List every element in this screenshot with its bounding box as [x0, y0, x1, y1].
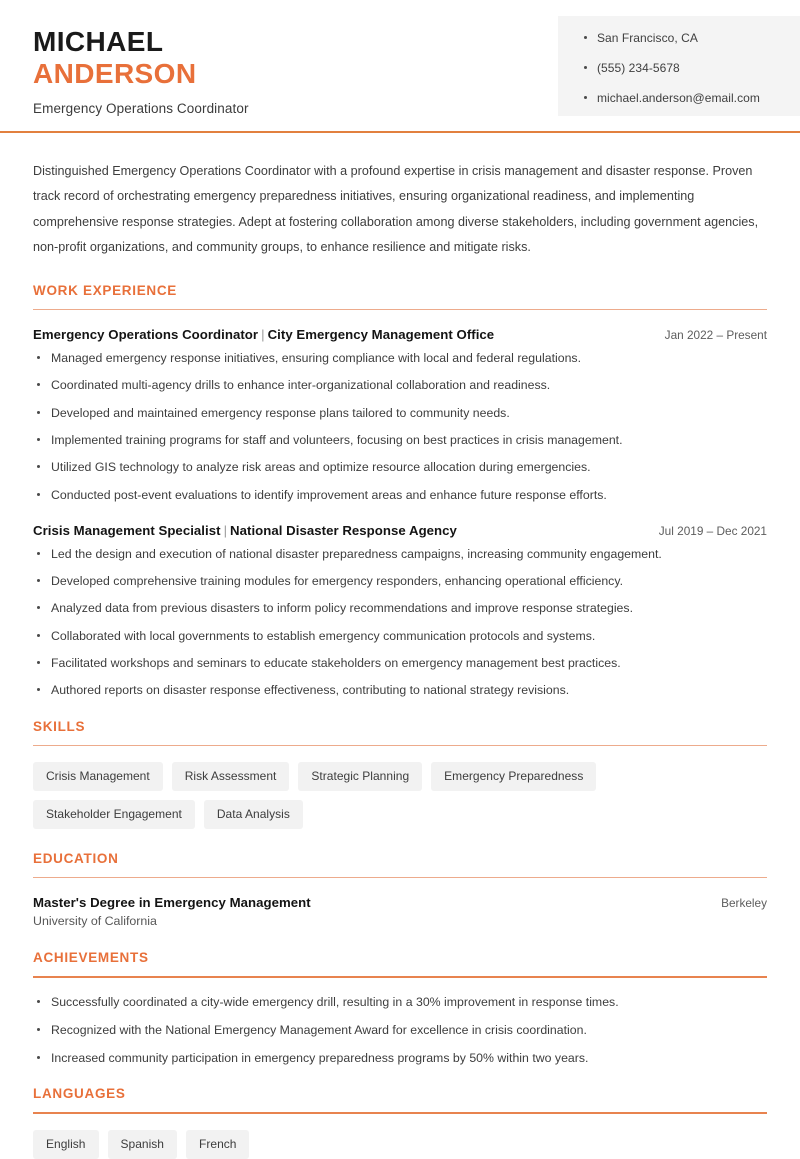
section-education	[33, 851, 767, 928]
work-entry	[33, 523, 767, 697]
list-item: Authored reports on disaster response effectiveness, contributing to national strategy revisions.	[33, 684, 767, 696]
work-entry-bullets	[33, 548, 767, 697]
education-location: Berkeley	[721, 896, 767, 911]
work-entry-bullets	[33, 352, 767, 501]
work-entry-header	[33, 327, 767, 342]
work-entry-date: Jan 2022 – Present	[664, 328, 767, 343]
section-rule-skills	[33, 745, 767, 746]
section-rule-work	[33, 309, 767, 310]
skill-pill: Crisis Management	[33, 762, 163, 791]
work-entry-title	[33, 327, 494, 342]
section-title-skills: SKILLS	[33, 718, 86, 734]
list-item: Recognized with the National Emergency Management Award for excellence in crisis coordination.	[33, 1024, 767, 1036]
skills-pill-list	[33, 762, 767, 829]
education-entry-header	[33, 895, 767, 910]
contact-phone[interactable]: (555) 234-5678	[584, 62, 800, 74]
section-title-languages: LANGUAGES	[33, 1086, 126, 1102]
title-separator: |	[223, 522, 228, 538]
list-item: Implemented training programs for staff and volunteers, focusing on best practices in crisis management.	[33, 434, 767, 446]
work-role: Crisis Management Specialist	[33, 522, 221, 538]
list-item: Utilized GIS technology to analyze risk areas and optimize resource allocation during emergencies.	[33, 461, 767, 473]
section-achievements	[33, 950, 767, 1064]
section-languages	[33, 1086, 767, 1158]
resume-header	[0, 0, 800, 131]
work-organization: City Emergency Management Office	[267, 327, 495, 343]
section-title-work: WORK EXPERIENCE	[33, 282, 178, 298]
list-item: Developed comprehensive training modules for emergency responders, enhancing operational efficiency.	[33, 575, 767, 587]
skill-pill: Emergency Preparedness	[431, 762, 596, 791]
list-item: Analyzed data from previous disasters to inform policy recommendations and improve response strategies.	[33, 602, 767, 614]
contact-location: San Francisco, CA	[584, 32, 800, 44]
list-item: Increased community participation in emergency preparedness programs by 50% within two years.	[33, 1052, 767, 1064]
section-rule-achievements	[33, 976, 767, 977]
list-item: Developed and maintained emergency response plans tailored to community needs.	[33, 407, 767, 419]
work-organization: National Disaster Response Agency	[230, 522, 457, 538]
skill-pill: Strategic Planning	[298, 762, 422, 791]
section-rule-education	[33, 877, 767, 878]
skill-pill: Risk Assessment	[172, 762, 290, 791]
list-item: Facilitated workshops and seminars to educate stakeholders on emergency management best practices.	[33, 657, 767, 669]
language-pill: French	[186, 1130, 249, 1159]
section-rule-languages	[33, 1112, 767, 1113]
skill-pill: Stakeholder Engagement	[33, 800, 195, 829]
work-role: Emergency Operations Coordinator	[33, 327, 259, 343]
contact-panel	[558, 16, 800, 116]
identity-block	[33, 26, 249, 116]
header-divider	[0, 131, 800, 133]
education-entry	[33, 895, 767, 928]
education-degree: Master's Degree in Emergency Management	[33, 895, 311, 911]
professional-summary: Distinguished Emergency Operations Coordinator with a profound expertise in crisis management and disaster response. Proven track record of orchestrating emergency preparedness initiatives, ensuring organizational readiness, and implementing comprehensive response strategies. Adept at fostering collaboration among diverse stakeholders, including government agencies, non-profit organizations, and community groups, to enhance resilience and mitigate risks.	[33, 164, 759, 255]
achievements-list	[33, 996, 767, 1065]
language-pill: English	[33, 1130, 99, 1159]
work-entry-header	[33, 523, 767, 538]
first-name: MICHAEL	[33, 26, 164, 57]
header-job-title: Emergency Operations Coordinator	[33, 100, 249, 116]
skill-pill: Data Analysis	[204, 800, 303, 829]
list-item: Managed emergency response initiatives, ensuring compliance with local and federal regulations.	[33, 352, 767, 364]
list-item: Led the design and execution of national disaster preparedness campaigns, increasing community engagement.	[33, 548, 767, 560]
section-title-achievements: ACHIEVEMENTS	[33, 950, 149, 966]
work-entry-date: Jul 2019 – Dec 2021	[658, 523, 767, 538]
language-pill: Spanish	[108, 1130, 178, 1159]
contact-email[interactable]: michael.anderson@email.com	[584, 92, 800, 104]
list-item: Successfully coordinated a city-wide emergency drill, resulting in a 30% improvement in response times.	[33, 996, 767, 1008]
section-title-education: EDUCATION	[33, 850, 119, 866]
list-item: Collaborated with local governments to establish emergency communication protocols and systems.	[33, 630, 767, 642]
languages-pill-list	[33, 1130, 767, 1159]
list-item: Coordinated multi-agency drills to enhance inter-organizational collaboration and readiness.	[33, 379, 767, 391]
work-entry-title	[33, 523, 457, 538]
work-entry	[33, 327, 767, 501]
education-institution: University of California	[33, 914, 157, 929]
section-work-experience	[33, 283, 767, 697]
title-separator: |	[261, 327, 265, 343]
last-name: ANDERSON	[33, 58, 197, 90]
list-item: Conducted post-event evaluations to identify improvement areas and enhance future response efforts.	[33, 489, 767, 501]
section-skills	[33, 719, 767, 829]
